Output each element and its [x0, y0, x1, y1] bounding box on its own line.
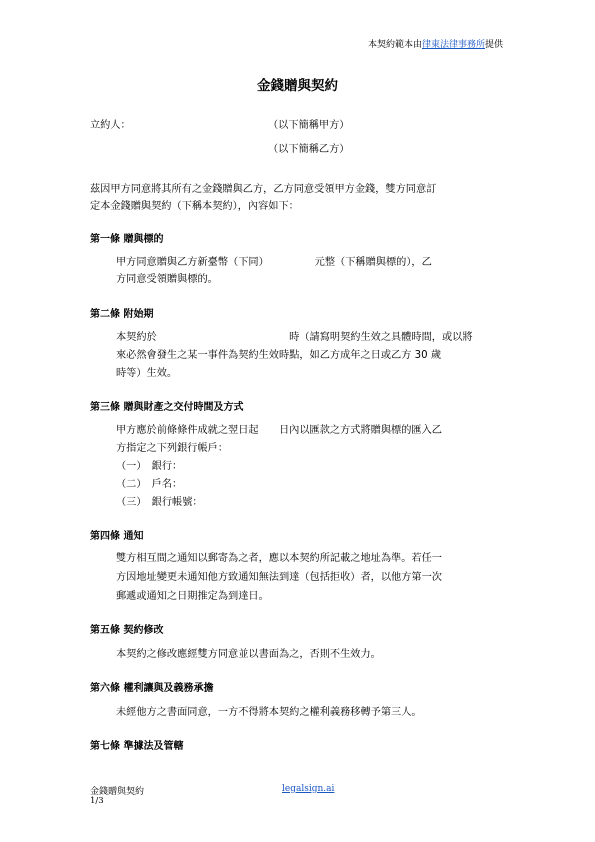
- parties-label: 立約人：: [90, 120, 131, 131]
- bank-field-line: （三） 銀行帳號：: [116, 497, 203, 508]
- article-line: 方因地址變更未通知他方致通知無法到達（包括拒收）者，以他方第一次: [116, 572, 442, 583]
- intro-line: 定本金錢贈與契約（下稱本契約），內容如下：: [90, 201, 299, 212]
- article-line: 本契約於 時（請寫明契約生效之具體時間，或以將: [116, 332, 473, 343]
- bank-field-line: （二） 戶名：: [116, 479, 183, 490]
- article-line: 方指定之下列銀行帳戶：: [116, 443, 229, 454]
- article-line: 本契約之修改應經雙方同意並以書面為之，否則不生效力。: [116, 649, 381, 660]
- header-suffix: 提供: [484, 40, 503, 50]
- article-line: 方同意受領贈與標的。: [116, 274, 218, 285]
- article-heading: 第一條 贈與標的: [90, 234, 164, 245]
- bank-field-line: （一） 銀行：: [116, 461, 183, 472]
- document-title: 金錢贈與契約: [257, 78, 338, 94]
- article-heading: 第三條 贈與財產之交付時間及方式: [90, 402, 244, 413]
- header-prefix: 本契約範本由: [367, 40, 422, 50]
- article-heading: 第六條 權利讓與及義務承擔: [90, 683, 214, 694]
- party-a-note: （以下簡稱甲方）: [268, 120, 350, 131]
- article-line: 郵遞或通知之日期推定為到達日。: [116, 591, 269, 602]
- header-note: [368, 37, 503, 50]
- law-firm-link[interactable]: 律東法律事務所: [421, 40, 485, 50]
- article-heading: 第四條 通知: [90, 531, 144, 542]
- article-line: 雙方相互間之通知以郵寄為之者，應以本契約所記載之地址為準。若任一: [116, 553, 442, 564]
- party-b-note: （以下簡稱乙方）: [268, 144, 350, 155]
- article-line: 未經他方之書面同意，一方不得將本契約之權利義務移轉予第三人。: [116, 707, 422, 718]
- article-heading: 第二條 附始期: [90, 309, 154, 320]
- article-heading: 第七條 準據法及管轄: [90, 741, 184, 752]
- footer-page-number: 1/3: [90, 796, 104, 806]
- intro-line: 茲因甲方同意將其所有之金錢贈與乙方，乙方同意受領甲方金錢，雙方同意訂: [90, 184, 437, 195]
- footer-doc-name: 金錢贈與契約: [90, 787, 145, 797]
- article-line: 甲方應於前條條件成就之翌日起 日內以匯款之方式將贈與標的匯入乙: [116, 425, 442, 436]
- article-line: 甲方同意贈與乙方新臺幣（下同） 元整（下稱贈與標的），乙: [116, 257, 432, 268]
- article-line: 來必然會發生之某一事件為契約生效時點，如乙方成年之日或乙方 30 歲: [116, 350, 442, 361]
- footer-site-link[interactable]: legalsign.ai: [282, 784, 335, 794]
- article-line: 時等）生效。: [116, 368, 178, 379]
- article-heading: 第五條 契約修改: [90, 625, 164, 636]
